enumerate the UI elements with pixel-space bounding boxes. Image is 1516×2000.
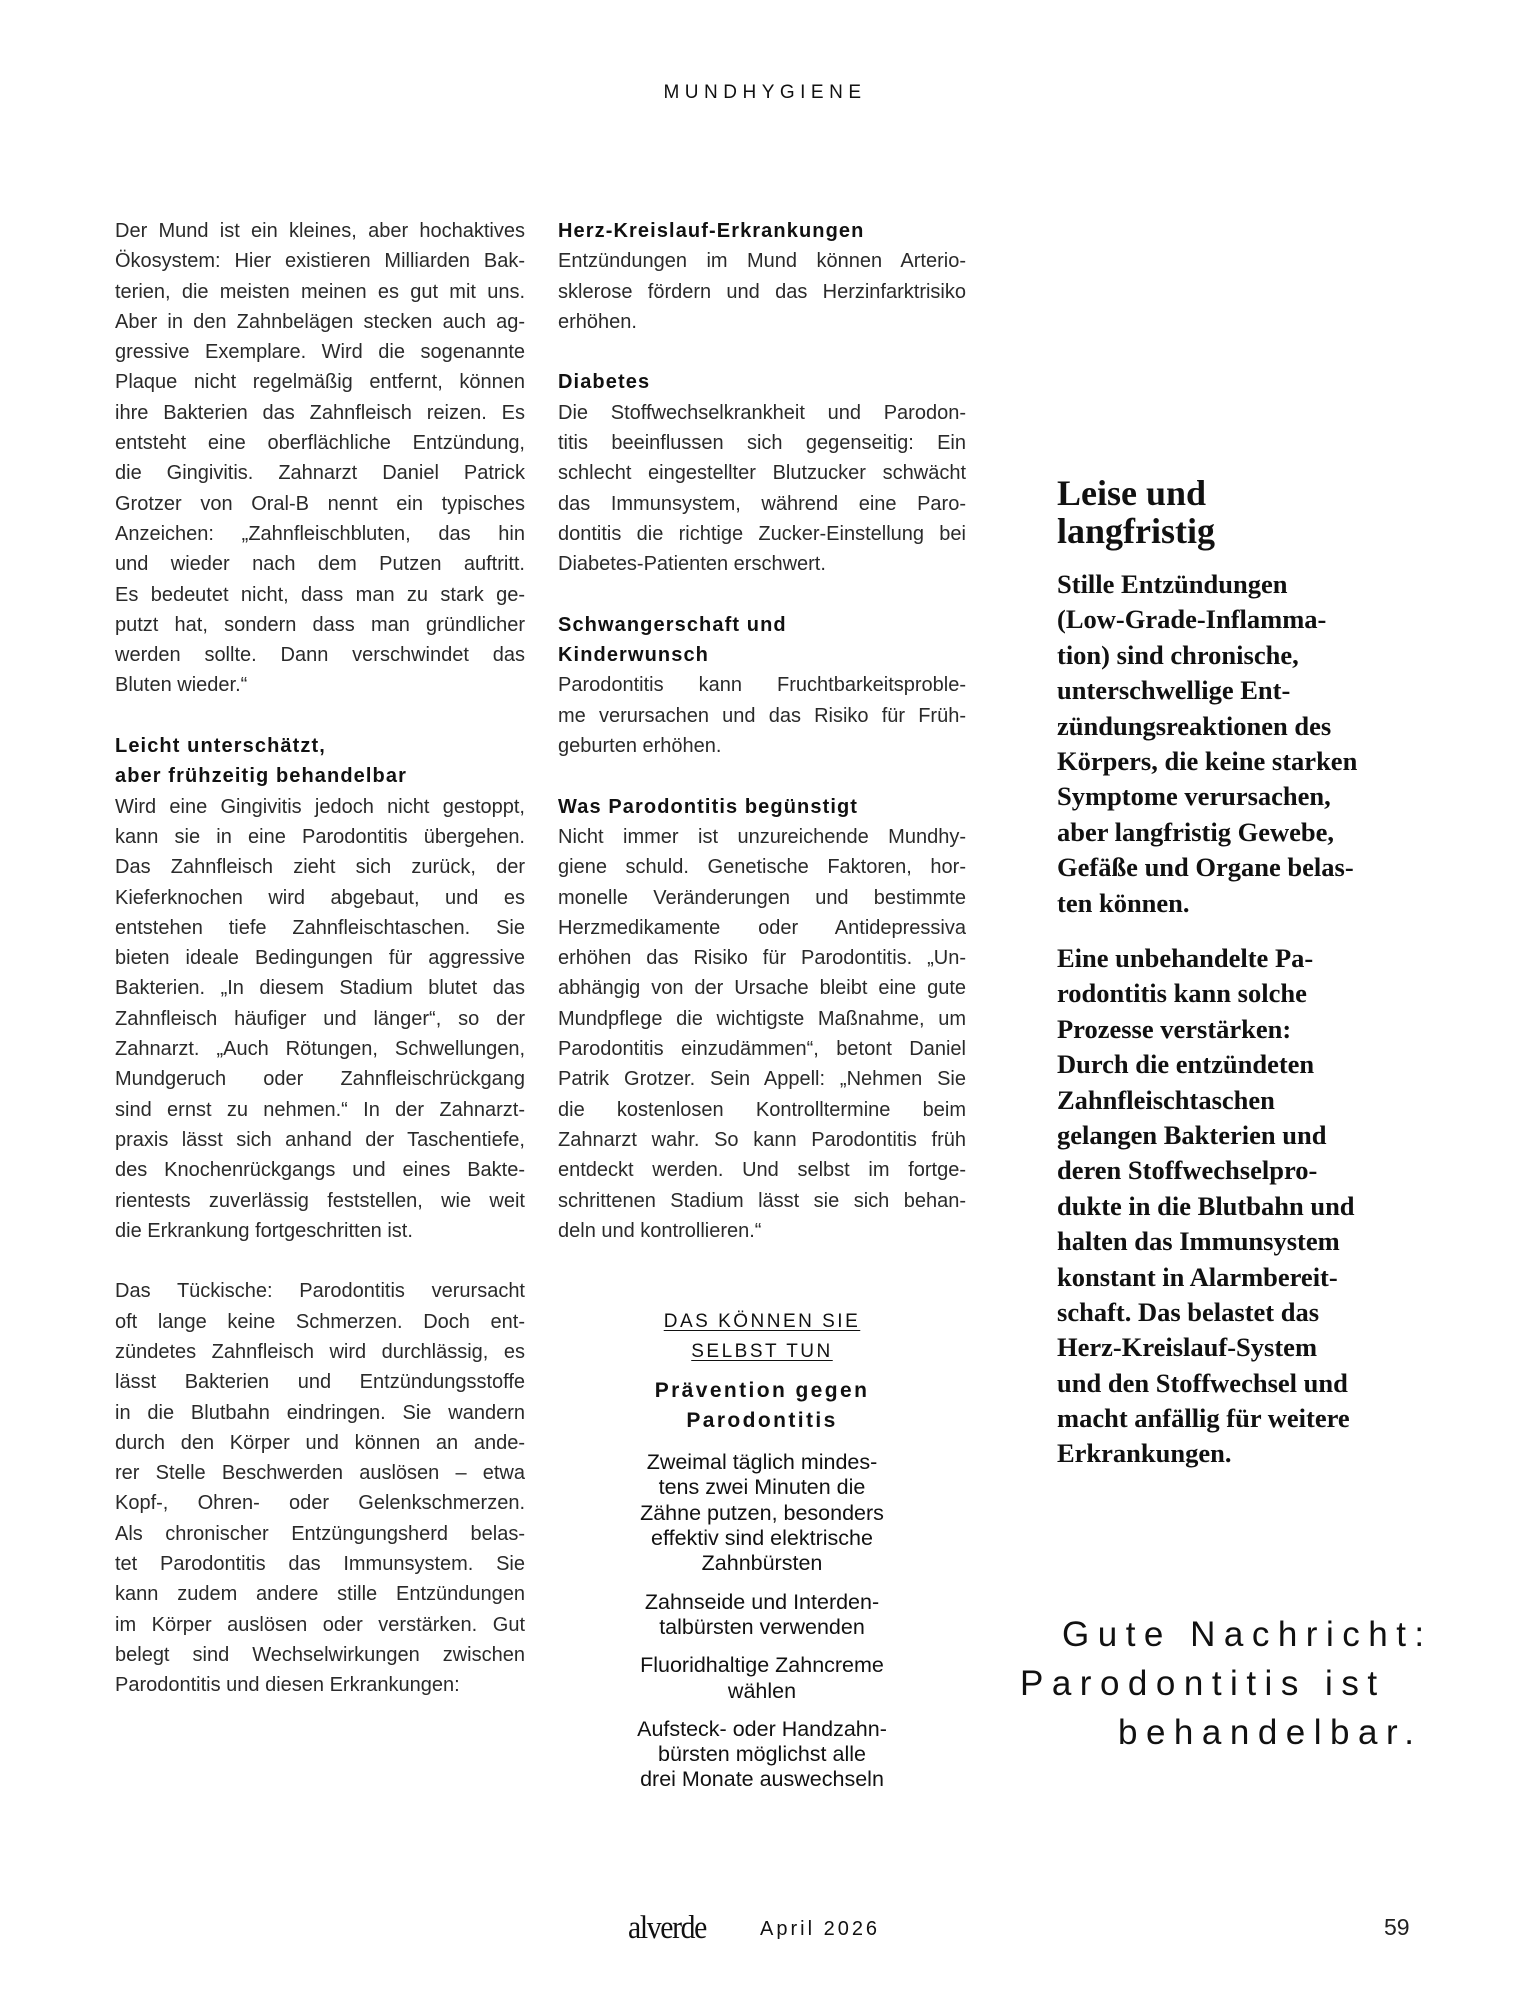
tip-item [612, 1653, 912, 1704]
text-line: Durch die entzündeten [1057, 1049, 1315, 1080]
condition-section [558, 216, 966, 337]
text-line: talbürsten verwenden [659, 1614, 865, 1639]
condition-section [558, 792, 966, 1246]
text-line: langfristig [1057, 511, 1215, 551]
text-line: tens zwei Minuten die [658, 1475, 866, 1500]
text-line: Symptome verursachen, [1057, 781, 1331, 812]
text-line: werden sollte. Dann verschwindet das [115, 644, 525, 667]
text-line: schrittenen Stadium lässt sie sich behan- [558, 1189, 966, 1212]
tip-item [612, 1717, 912, 1793]
text-line: Plaque nicht regelmäßig entfernt, können [115, 371, 525, 394]
text-line: Aufsteck- oder Handzahn- [637, 1716, 887, 1741]
text-line: gelangen Bakterien und [1057, 1119, 1327, 1150]
text-line: erhöhen das Risiko für Parodontitis. „Un- [558, 947, 966, 970]
text-line: lässt Bakterien und Entzündungsstoffe [115, 1371, 525, 1394]
tip-box-kicker [612, 1308, 912, 1369]
text-line: Prozesse verstärken: [1057, 1013, 1292, 1044]
text-line: Bluten wieder.“ [115, 674, 248, 697]
tip-box [612, 1308, 912, 1793]
condition-section [558, 367, 966, 579]
text-line: Kopf-, Ohren- oder Gelenkschmerzen. [115, 1492, 525, 1515]
text-line: putzt hat, sondern dass man gründlicher [115, 613, 525, 636]
promo-line: Parodontitis ist [1020, 1664, 1386, 1703]
condition-section [558, 610, 966, 761]
text-line: bürsten möglichst alle [658, 1742, 866, 1767]
text-line: belegt sind Wechselwirkungen zwischen [115, 1643, 525, 1666]
text-line: entsteht eine oberflächliche Entzündung, [115, 432, 525, 455]
text-line: Prävention gegen [654, 1378, 870, 1402]
promo-line: behandelbar. [1118, 1713, 1423, 1752]
text-line: Der Mund ist ein kleines, aber hochaktives [115, 220, 525, 242]
sidebar-paragraph [1057, 941, 1417, 1472]
section-body [558, 398, 966, 580]
text-line: Wird eine Gingivitis jedoch nicht gestoppt, [115, 795, 525, 818]
text-line: Fluoridhaltige Zahncreme [640, 1653, 884, 1678]
text-line: und den Stoffwechsel und [1057, 1367, 1348, 1398]
text-line: Mundpflege die wichtigste Maßnahme, um [558, 1007, 966, 1030]
text-line: entdeckt werden. Und selbst im fortge- [558, 1159, 966, 1182]
sidebar-heading [1057, 474, 1417, 550]
text-line: entstehen tiefe Zahnfleischtaschen. Sie [115, 916, 525, 939]
text-line: schlecht eingestellter Blutzucker schwächt [558, 462, 966, 485]
text-line: Diabetes-Patienten erschwert. [558, 553, 826, 576]
text-line: terien, die meisten meinen es gut mit uns. [115, 280, 525, 303]
text-line: geburten erhöhen. [558, 735, 722, 758]
text-line: Herz-Kreislauf-Erkrankungen [558, 220, 865, 242]
section-body [558, 822, 966, 1246]
kicker-text: DAS KÖNNEN SIE [663, 1311, 861, 1332]
text-line: Grotzer von Oral-B nennt ein typisches [115, 492, 525, 515]
text-line: und wieder nach dem Putzen auftritt. [115, 553, 525, 576]
section-heading [558, 367, 966, 397]
text-line: die Gingivitis. Zahnarzt Daniel Patrick [115, 462, 525, 485]
tip-box-title [612, 1377, 912, 1438]
text-line: in die Blutbahn eindringen. Sie wandern [115, 1401, 525, 1424]
text-line: me verursachen und das Risiko für Früh- [558, 704, 966, 727]
text-line: erhöhen. [558, 310, 637, 333]
text-line: Kieferknochen wird abgebaut, und es [115, 886, 525, 909]
text-line: Als chronischer Entzüngungsherd belas- [115, 1522, 525, 1545]
text-line: aber frühzeitig behandelbar [115, 765, 407, 788]
text-line: Stille Entzündungen [1057, 569, 1288, 599]
body-paragraph [115, 792, 525, 1246]
section-heading [558, 216, 966, 246]
text-line: kann zudem andere stille Entzündungen [115, 1583, 525, 1606]
text-line: Zahnfleischtaschen [1057, 1084, 1275, 1115]
text-line: wählen [727, 1678, 797, 1703]
text-line: tet Parodontitis das Immunsystem. Sie [115, 1553, 525, 1576]
intro-paragraph [115, 216, 525, 701]
text-line: abhängig von der Ursache bleibt eine gute [558, 977, 966, 1000]
text-line: titis beeinflussen sich gegenseitig: Ein [558, 432, 966, 455]
promo-quote [1000, 1610, 1433, 1757]
text-line: Was Parodontitis begünstigt [558, 795, 859, 818]
text-line: drei Monate auswechseln [640, 1767, 884, 1792]
magazine-logo: alverde [628, 1910, 706, 1946]
text-line: Zahnseide und Interden- [644, 1589, 880, 1614]
middle-column [558, 216, 966, 1246]
text-line: (Low-Grade-Inflamma- [1057, 604, 1327, 635]
text-line: Zahnarzt wahr. So kann Parodontitis früh [558, 1128, 966, 1151]
text-line: Das Zahnfleisch zieht sich zurück, der [115, 856, 525, 879]
text-line: Gefäße und Organe belas- [1057, 852, 1354, 883]
sidebar-paragraph [1057, 567, 1417, 921]
text-line: Entzündungen im Mund können Arterio- [558, 250, 966, 273]
text-line: Parodontitis einzudämmen“, betont Daniel [558, 1038, 966, 1061]
text-line: zündetes Zahnfleisch wird durchlässig, es [115, 1340, 525, 1363]
text-line: dontitis die richtige Zucker-Einstellung bei [558, 522, 966, 545]
text-line: ten können. [1057, 887, 1190, 918]
text-line: Patrik Grotzer. Sein Appell: „Nehmen Sie [558, 1068, 966, 1091]
text-line: zündungsreaktionen des [1057, 710, 1332, 741]
text-line [612, 1308, 912, 1338]
text-line: Eine unbehandelte Pa- [1057, 943, 1314, 973]
text-line: im Körper auslösen oder verstärken. Gut [115, 1613, 525, 1636]
text-line: Parodontitis [686, 1408, 838, 1432]
text-line: praxis lässt sich anhand der Taschentiefe, [115, 1128, 525, 1151]
text-line: sklerose fördern und das Herzinfarktrisiko [558, 280, 966, 303]
text-line: Kinderwunsch [558, 644, 709, 667]
text-line: rodontitis kann solche [1057, 978, 1307, 1009]
text-line: halten das Immunsystem [1057, 1226, 1340, 1257]
text-line: Mundgeruch oder Zahnfleischrückgang [115, 1068, 525, 1091]
text-line: Leise und [1057, 473, 1207, 513]
text-line: Herzmedikamente oder Antidepressiva [558, 916, 966, 939]
section-label: MUNDHYGIENE [663, 82, 867, 103]
text-line: schaft. Das belastet das [1057, 1296, 1320, 1327]
text-line: das Immunsystem, während eine Paro- [558, 492, 966, 515]
text-line: deren Stoffwechselpro- [1057, 1155, 1318, 1186]
text-line: Die Stoffwechselkrankheit und Parodon- [558, 401, 966, 424]
kicker-text: SELBST TUN [691, 1341, 833, 1363]
text-line: rer Stelle Beschwerden auslösen – etwa [115, 1462, 525, 1485]
tip-item [612, 1450, 912, 1576]
text-line: Zähne putzen, besonders [640, 1500, 884, 1525]
text-line: effektiv sind elektrische [651, 1526, 873, 1551]
text-line: oft lange keine Schmerzen. Doch ent- [115, 1310, 525, 1333]
text-line: Parodontitis und diesen Erkrankungen: [115, 1674, 460, 1697]
text-line: monelle Veränderungen und bestimmte [558, 886, 966, 909]
text-line: Ökosystem: Hier existieren Milliarden Bak- [115, 250, 525, 273]
subheading [115, 731, 525, 792]
text-line: Das Tückische: Parodontitis verursacht [115, 1280, 525, 1303]
left-column [115, 216, 525, 1701]
text-line: tion) sind chronische, [1057, 639, 1299, 670]
text-line: bieten ideale Bedingungen für aggressive [115, 947, 525, 970]
text-line: Parodontitis kann Fruchtbarkeitsproble- [558, 674, 966, 697]
text-line: Körpers, die keine starken [1057, 745, 1358, 776]
text-line: Zahnarzt. „Auch Rötungen, Schwellungen, [115, 1038, 525, 1061]
text-line: deln und kontrollieren.“ [558, 1219, 762, 1242]
text-line: Aber in den Zahnbelägen stecken auch ag- [115, 310, 525, 333]
text-line: unterschwellige Ent- [1057, 675, 1291, 706]
text-line: rientests zuverlässig feststellen, wie weit [115, 1189, 525, 1212]
text-line: Erkrankungen. [1057, 1438, 1232, 1469]
text-line: dukte in die Blutbahn und [1057, 1190, 1355, 1221]
tip-item [612, 1590, 912, 1641]
text-line: Zahnfleisch häufiger und länger“, so der [115, 1007, 525, 1030]
text-line: kann sie in eine Parodontitis übergehen. [115, 825, 525, 848]
body-paragraph [115, 1276, 525, 1700]
text-line: durch den Körper und können an ande- [115, 1431, 525, 1454]
text-line: die kostenlosen Kontrolltermine beim [558, 1098, 966, 1121]
text-line: konstant in Alarmbereit- [1057, 1261, 1338, 1292]
text-line: gressive Exemplare. Wird die sogenannte [115, 341, 525, 364]
text-line: Diabetes [558, 371, 651, 394]
text-line [612, 1338, 912, 1368]
text-line: Zweimal täglich mindes- [646, 1450, 878, 1475]
text-line: Nicht immer ist unzureichende Mundhy- [558, 825, 966, 848]
section-body [558, 670, 966, 761]
promo-line: Gute Nachricht: [1062, 1615, 1433, 1654]
text-line: Bakterien. „In diesem Stadium blutet das [115, 977, 525, 1000]
text-line: Herz-Kreislauf-System [1057, 1332, 1318, 1363]
text-line: macht anfällig für weitere [1057, 1403, 1350, 1434]
text-line: die Erkrankung fortgeschritten ist. [115, 1219, 413, 1242]
text-line: des Knochenrückgangs und eines Bakte- [115, 1159, 525, 1182]
section-heading [558, 792, 966, 822]
text-line: aber langfristig Gewebe, [1057, 816, 1334, 847]
text-line: Anzeichen: „Zahnfleischbluten, das hin [115, 522, 525, 545]
section-heading [558, 610, 966, 671]
text-line: Leicht unterschätzt, [115, 735, 326, 758]
text-line: Zahnbürsten [701, 1551, 823, 1576]
page-number: 59 [1384, 1914, 1410, 1940]
text-line: giene schuld. Genetische Faktoren, hor- [558, 856, 966, 879]
text-line: Schwangerschaft und [558, 613, 787, 636]
issue-date: April 2026 [760, 1918, 881, 1940]
text-line: sind ernst zu nehmen.“ In der Zahnarzt- [115, 1098, 525, 1121]
text-line: Es bedeutet nicht, dass man zu stark ge- [115, 583, 525, 606]
text-line: ihre Bakterien das Zahnfleisch reizen. Es [115, 401, 525, 424]
section-body [558, 246, 966, 337]
